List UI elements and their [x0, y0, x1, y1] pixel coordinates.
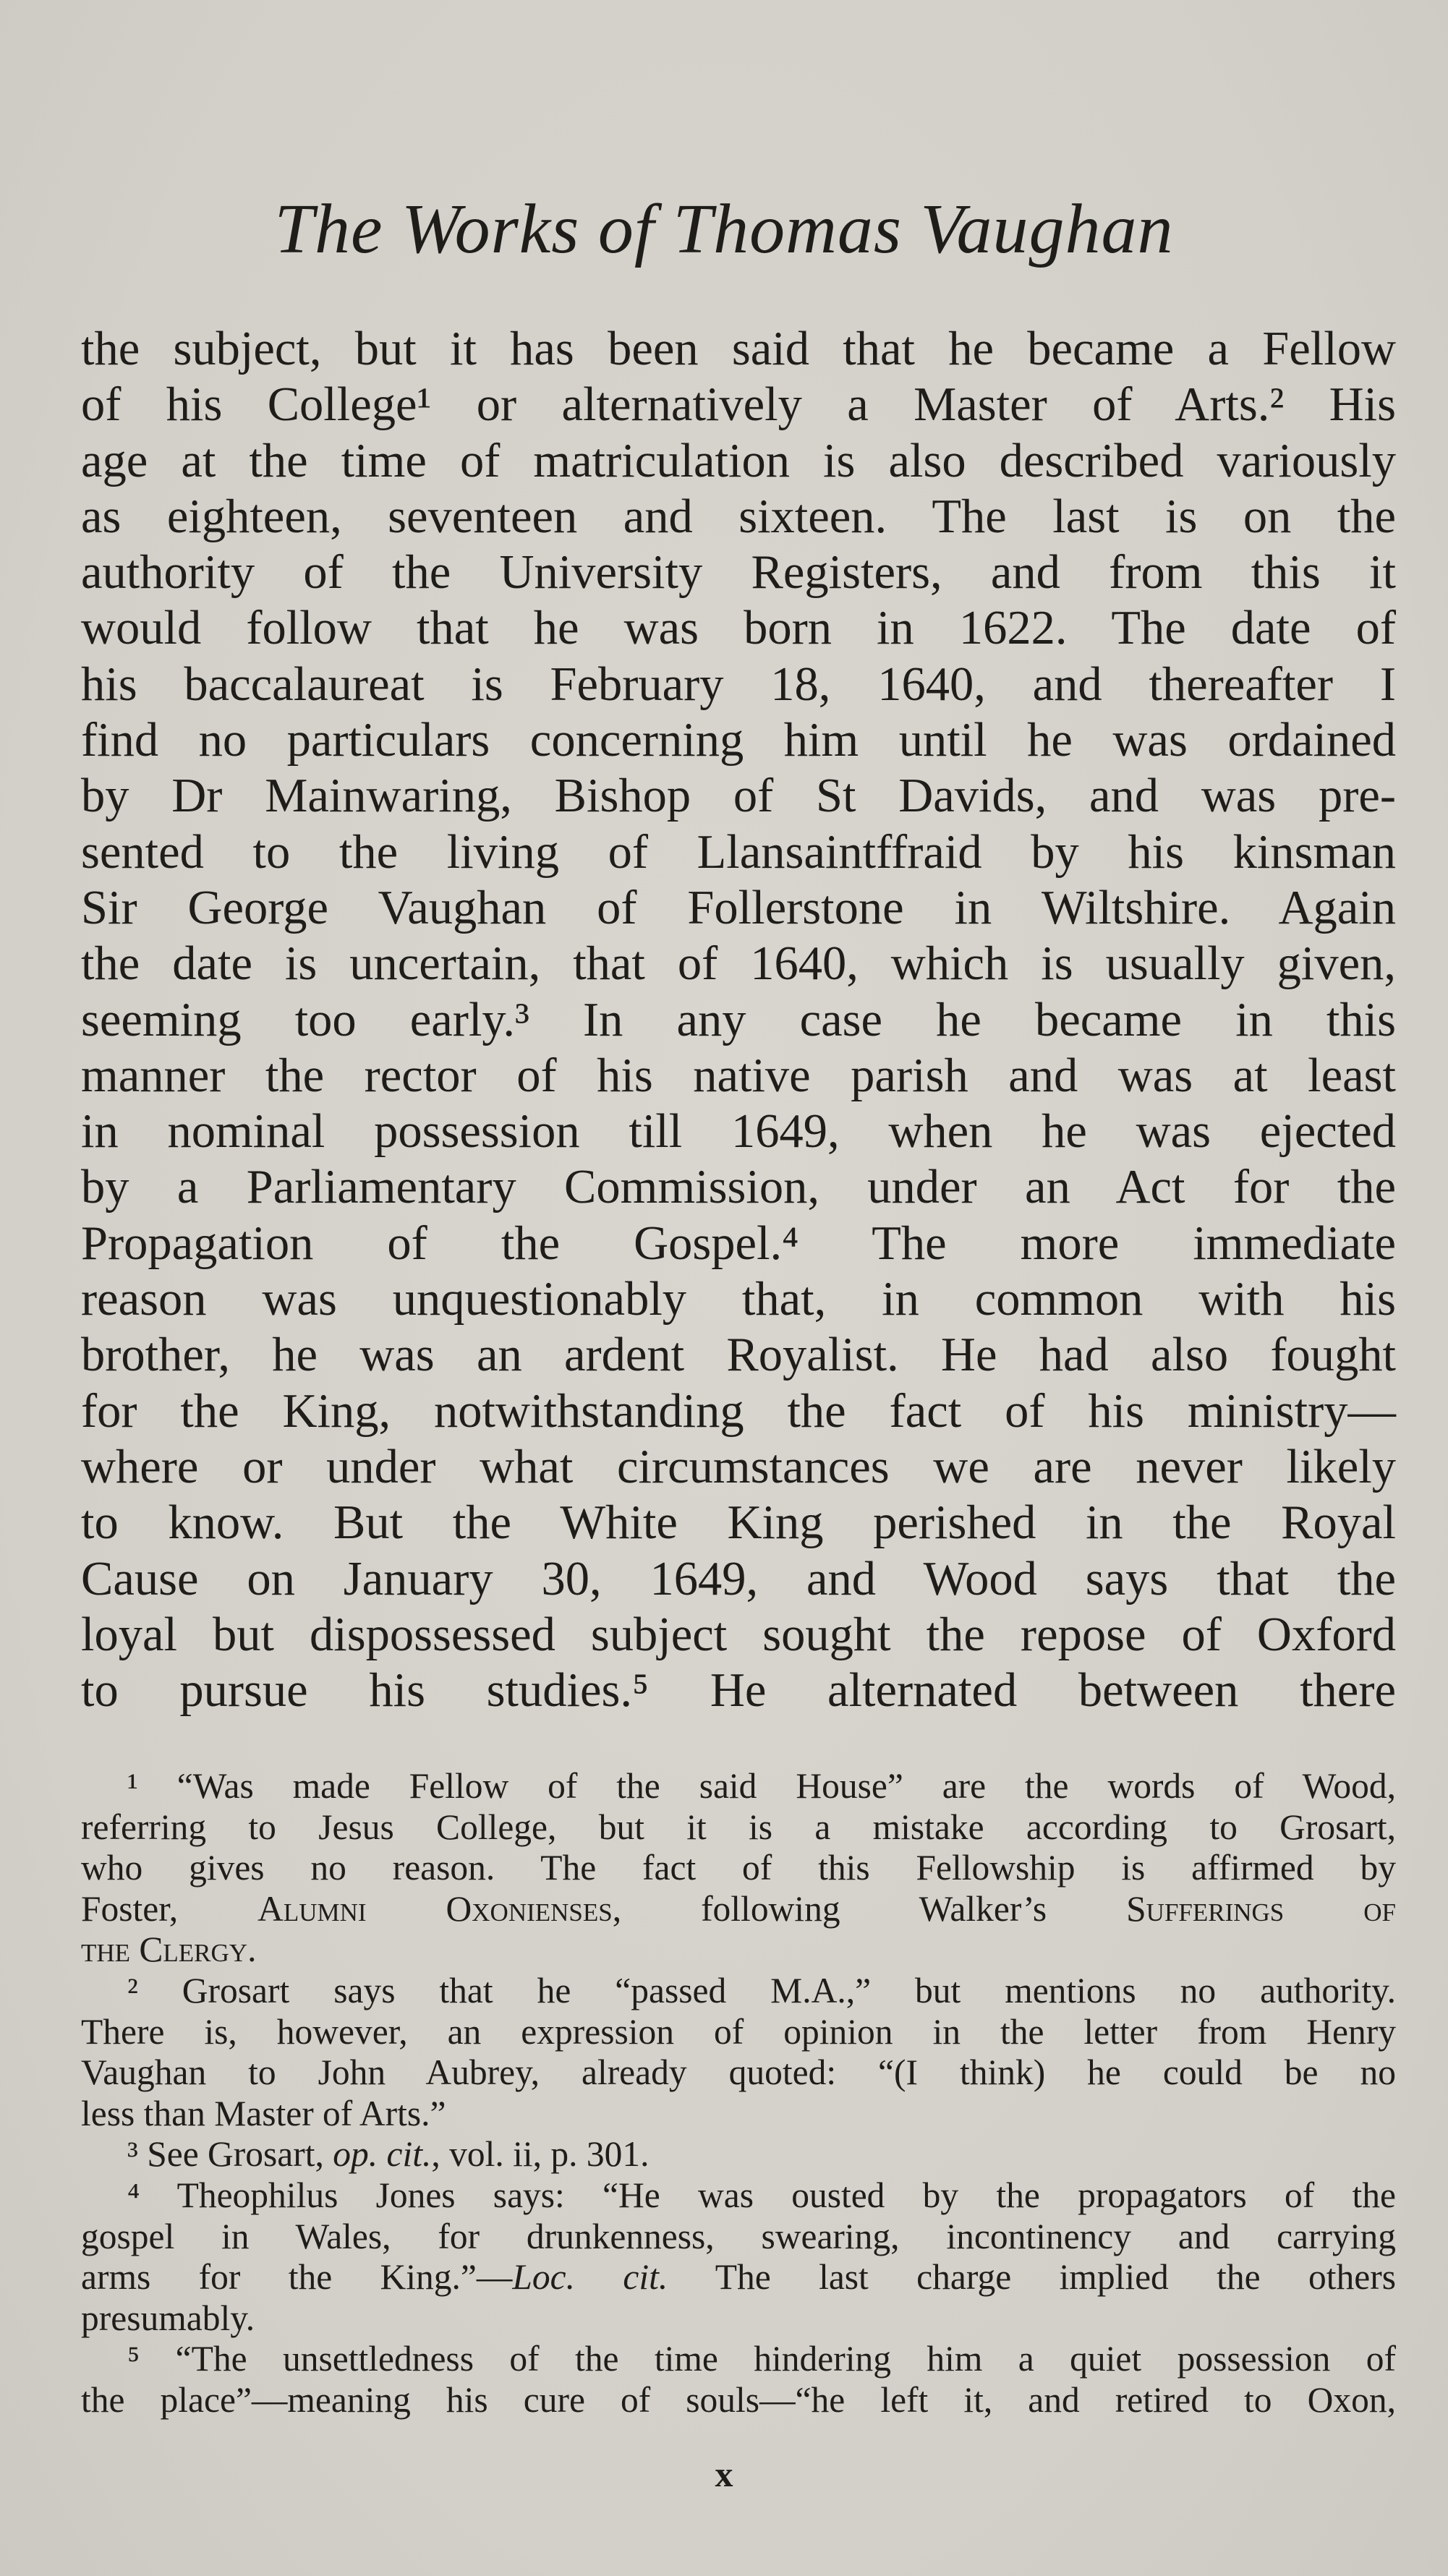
- body-line: authority of the University Registers, and from this it: [81, 546, 1396, 600]
- italic-citation: op. cit.: [333, 2134, 432, 2175]
- footnote-1-line: referring to Jesus College, but it is a mistake according to Grosart,: [81, 1807, 1396, 1847]
- footnote-2-line: There is, however, an expression of opinion in the letter from Henry: [81, 2011, 1396, 2052]
- body-line: sented to the living of Llansaintffraid by his kinsman: [81, 825, 1396, 879]
- footnote-2-line: less than Master of Arts.”: [81, 2093, 446, 2133]
- footnotes: [81, 1766, 1396, 2421]
- footnote-5-line: ⁵ “The unsettledness of the time hindering him a quiet possession of: [127, 2339, 1396, 2379]
- footnote-text: The last charge implied the others: [668, 2257, 1396, 2298]
- footnote-5-line: the place”—meaning his cure of souls—“he left it, and retired to Oxon,: [81, 2379, 1396, 2420]
- footnote-text: Foster,: [81, 1888, 258, 1929]
- body-line: for the King, notwithstanding the fact of his ministry—: [81, 1384, 1396, 1438]
- body-line: loyal but dispossessed subject sought the repose of Oxford: [81, 1608, 1396, 1661]
- small-caps-title: Sufferings of: [1126, 1888, 1396, 1929]
- footnote-2-line: Vaughan to John Aubrey, already quoted: “(I think) he could be no: [81, 2052, 1396, 2093]
- body-line: brother, he was an ardent Royalist. He had also fought: [81, 1328, 1396, 1382]
- footnote-4-line: gospel in Wales, for drunkenness, swearing, incontinency and carrying: [81, 2216, 1396, 2256]
- body-line: by a Parliamentary Commission, under an Act for the: [81, 1161, 1396, 1214]
- body-line: manner the rector of his native parish and was at least: [81, 1049, 1396, 1102]
- body-line: in nominal possession till 1649, when he was ejected: [81, 1105, 1396, 1159]
- body-line: Sir George Vaughan of Follerstone in Wiltshire. Again: [81, 881, 1396, 934]
- footnote-1-line: ¹ “Was made Fellow of the said House” are the words of Wood,: [127, 1766, 1396, 1806]
- running-head: The Works of Thomas Vaughan: [274, 190, 1174, 268]
- body-line: find no particulars concerning him until he was ordained: [81, 714, 1396, 767]
- footnote-1-line: [81, 1929, 1396, 1971]
- footnote-3-line: [81, 2134, 1396, 2175]
- body-line: of his College¹ or alternatively a Master of Arts.² His: [81, 378, 1396, 432]
- body-text: [81, 321, 1396, 1718]
- body-line: Propagation of the Gospel.⁴ The more immediate: [81, 1216, 1396, 1270]
- body-line: Cause on January 30, 1649, and Wood says that the: [81, 1552, 1396, 1605]
- body-line: the date is uncertain, that of 1640, which is usually given,: [81, 937, 1396, 991]
- footnote-4-line: [81, 2257, 1396, 2298]
- footnote-4-line: presumably.: [81, 2298, 255, 2338]
- footnote-text: .: [247, 1929, 257, 1970]
- footnote-text: ³ See Grosart,: [127, 2134, 333, 2175]
- footnote-text: arms for the King.”—: [81, 2257, 513, 2298]
- footnote-1-line: [81, 1889, 1396, 1930]
- body-line: to pursue his studies.⁵ He alternated between there: [81, 1664, 1396, 1718]
- footnote-1-line: who gives no reason. The fact of this Fellowship is affirmed by: [81, 1848, 1396, 1888]
- body-line: age at the time of matriculation is also described variously: [81, 434, 1396, 487]
- page-number: x: [715, 2454, 733, 2494]
- body-line: where or under what circumstances we are never likely: [81, 1440, 1396, 1493]
- body-line: reason was unquestionably that, in common with his: [81, 1273, 1396, 1326]
- footnote-text: , vol. ii, p. 301.: [431, 2134, 650, 2175]
- footnote-2-line: ² Grosart says that he “passed M.A.,” but mentions no authority.: [127, 1970, 1396, 2010]
- body-line: seeming too early.³ In any case he became in this: [81, 993, 1396, 1046]
- small-caps-title: Alumni Oxonienses: [257, 1888, 613, 1929]
- italic-citation: Loc. cit.: [512, 2257, 668, 2298]
- body-line: by Dr Mainwaring, Bishop of St Davids, and was pre-: [81, 769, 1396, 823]
- body-line: the subject, but it has been said that he became a Fellow: [81, 323, 1396, 375]
- body-line: would follow that he was born in 1622. The date of: [81, 602, 1396, 655]
- footnote-4-line: ⁴ Theophilus Jones says: “He was ousted by the propagators of the: [127, 2175, 1396, 2215]
- small-caps-title: the Clergy: [81, 1929, 248, 1970]
- body-line: his baccalaureat is February 18, 1640, and thereafter I: [81, 657, 1396, 711]
- body-line: to know. But the White King perished in the Royal: [81, 1496, 1396, 1550]
- footnote-text: , following Walker’s: [612, 1888, 1127, 1929]
- body-line: as eighteen, seventeen and sixteen. The last is on the: [81, 490, 1396, 543]
